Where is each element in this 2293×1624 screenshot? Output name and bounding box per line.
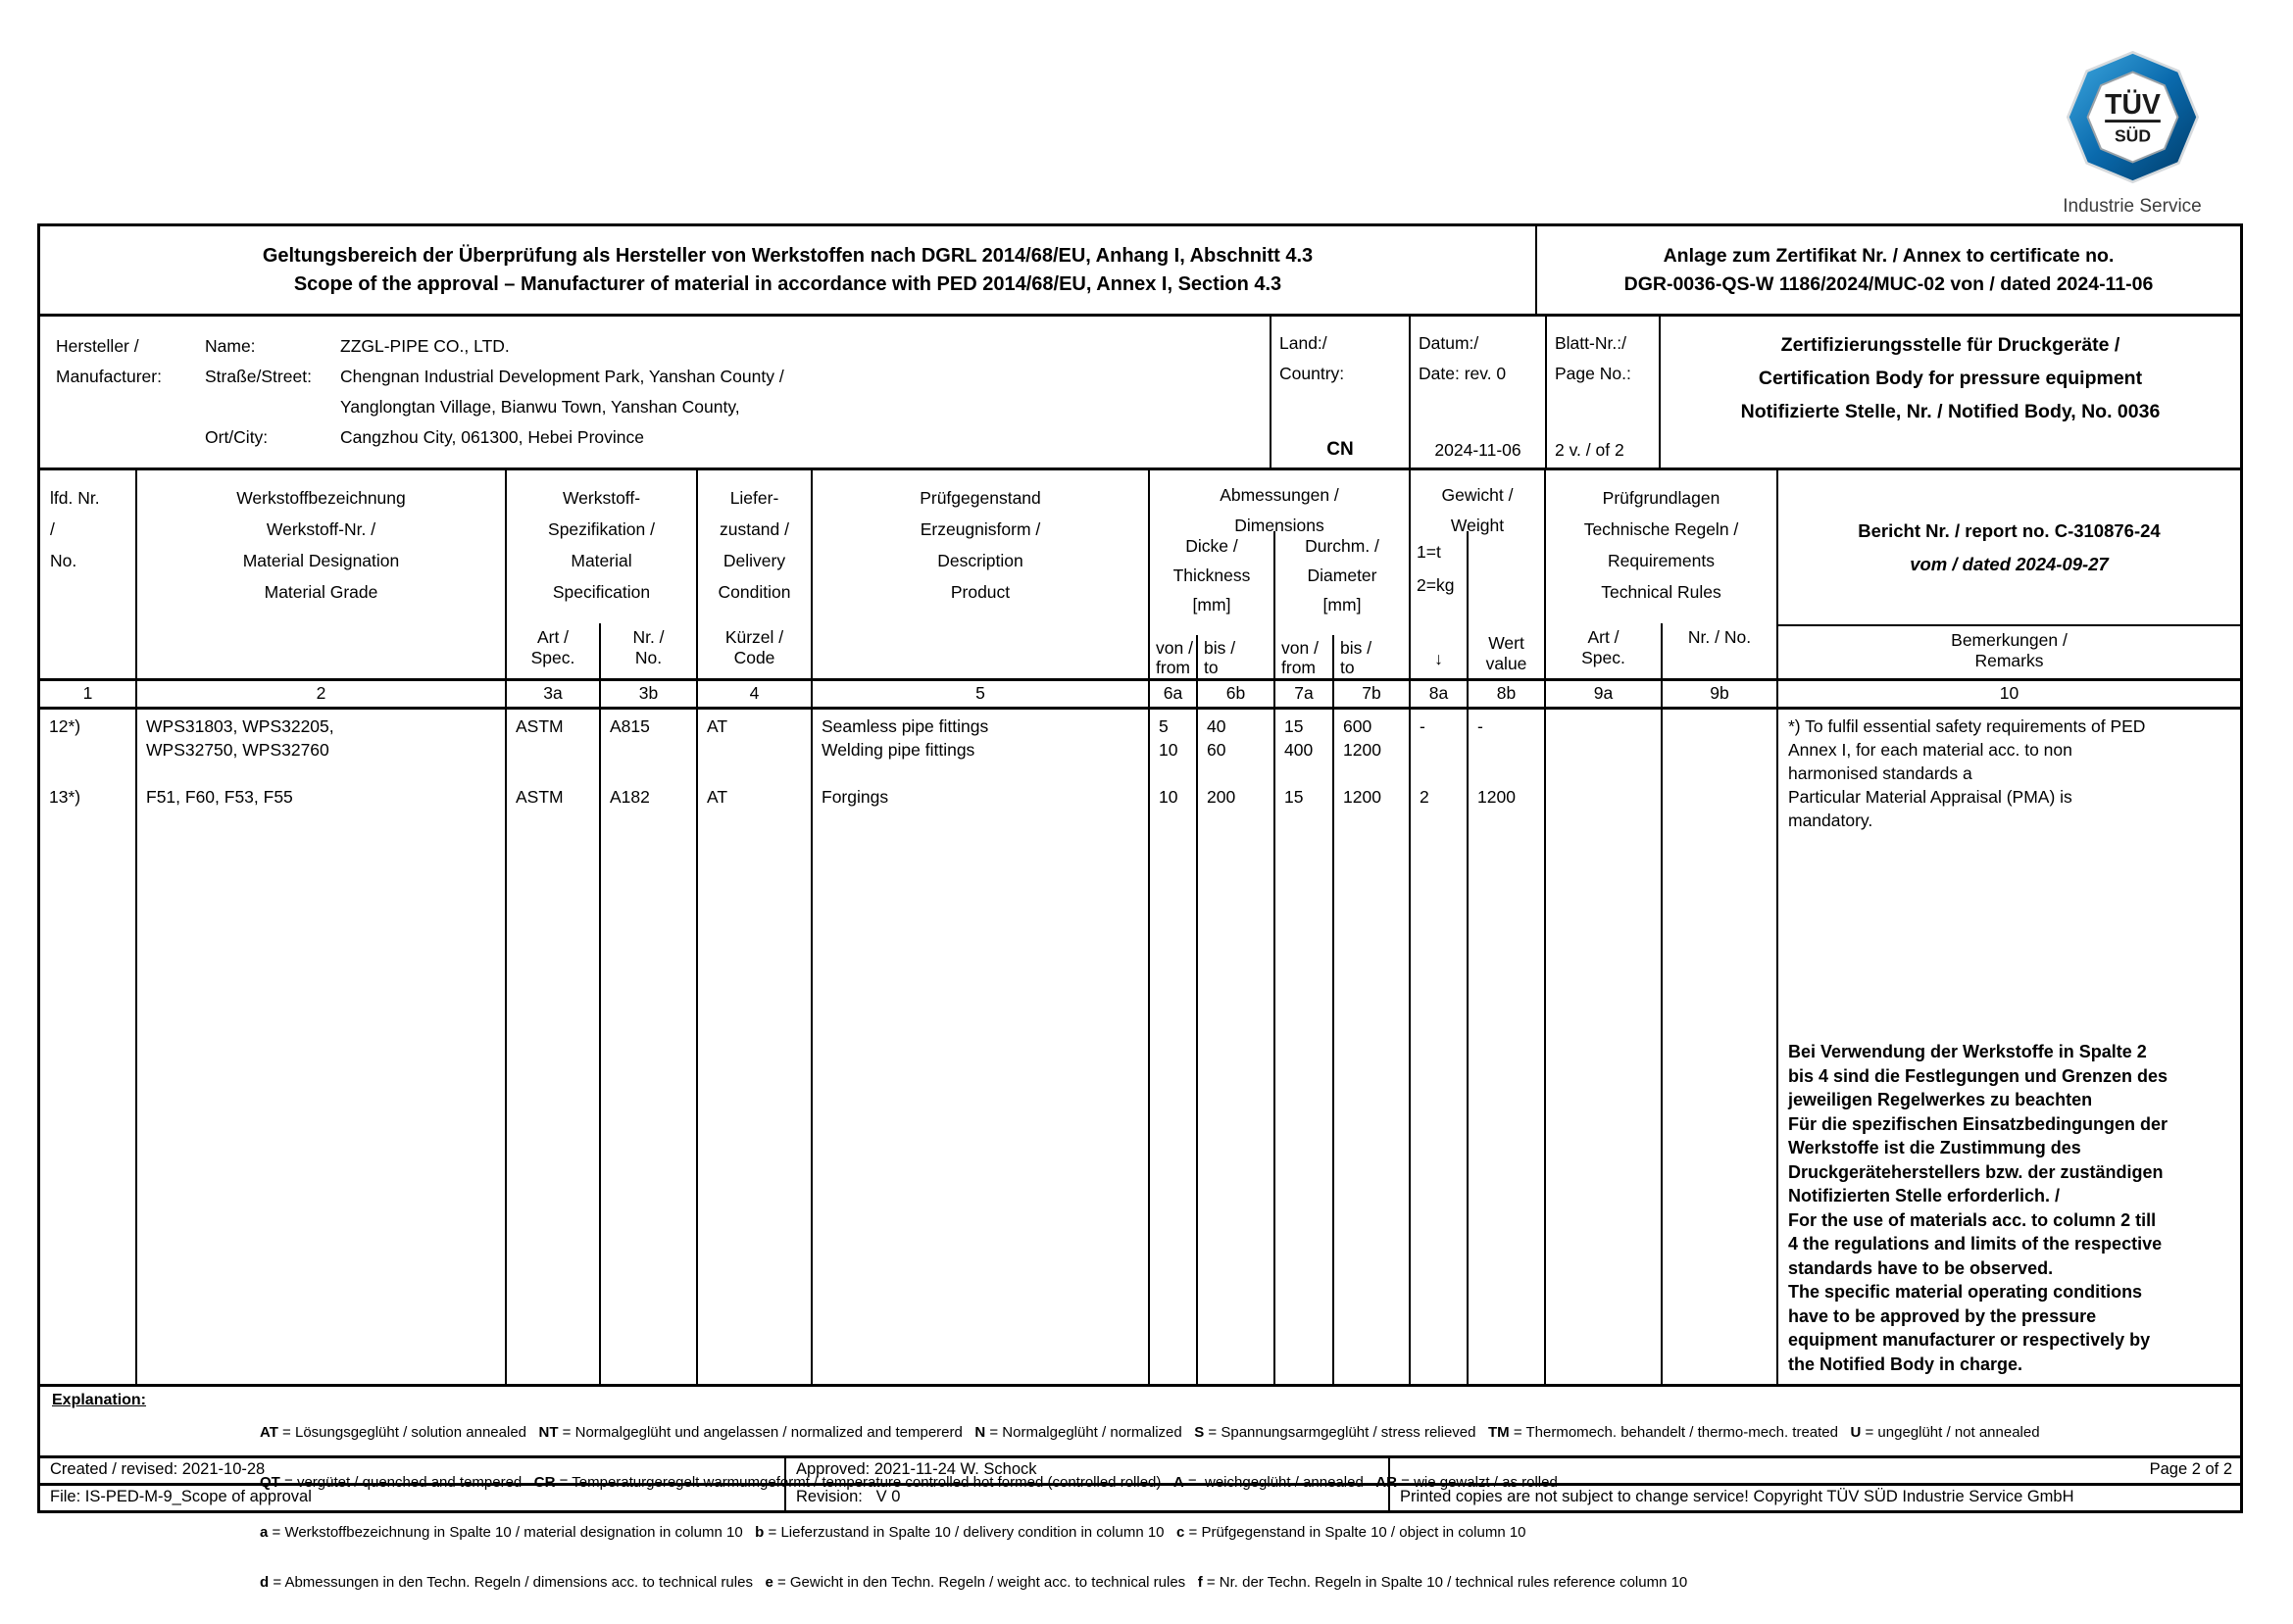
date-labels: Datum:/ Date: rev. 0 bbox=[1419, 333, 1507, 383]
thickness-from-subheader: von / from bbox=[1156, 638, 1193, 677]
title-header-row bbox=[40, 226, 2240, 314]
manufacturer-row bbox=[40, 314, 2240, 468]
approved: Approved: 2021-11-24 W. Schock bbox=[784, 1458, 1388, 1483]
tuv-sud-octagon-icon bbox=[2067, 51, 2199, 183]
scope-title-de: Geltungsbereich der Überprüfung als Hersteller von Werkstoffen nach DGRL 2014/68/EU, Anhang I, Abschnitt 4.3 bbox=[262, 244, 1314, 267]
data-col-diameter-to bbox=[1332, 710, 1409, 1384]
req-no-subheader: Nr. / No. bbox=[1661, 623, 1776, 678]
col-number-9a: 9a bbox=[1544, 678, 1661, 710]
manufacturer-info bbox=[40, 317, 1270, 468]
col-number-5: 5 bbox=[811, 678, 1148, 710]
weight-title: Gewicht / Weight bbox=[1441, 485, 1514, 535]
row13-product: Forgings bbox=[822, 787, 889, 807]
explanation-line-4: d = Abmessungen in den Techn. Regeln / dimensions acc. to technical rules e = Gewicht in den Techn. Regeln / weight acc. to technical rules f = Nr. der Techn. Regeln in Spalte 10 / technical rules reference column 10 bbox=[260, 1574, 1688, 1591]
logo-word-tuv: TÜV bbox=[2104, 89, 2161, 122]
row12-thickness-from: 5 10 bbox=[1159, 716, 1178, 760]
row12-weight-unit: - bbox=[1420, 716, 1425, 736]
manufacturer-label-de: Hersteller / bbox=[56, 336, 139, 356]
code-subheader: Kürzel / Code bbox=[724, 627, 784, 667]
remarks-subheader: Bemerkungen / Remarks bbox=[1951, 630, 2068, 670]
created-revised: Created / revised: 2021-10-28 bbox=[50, 1460, 266, 1478]
explanation-label: Explanation: bbox=[52, 1392, 147, 1408]
data-col-designation bbox=[135, 710, 505, 1384]
scope-table bbox=[40, 468, 2240, 1384]
dimensions-title: Abmessungen / Dimensions bbox=[1220, 485, 1339, 535]
col-number-2: 2 bbox=[135, 678, 505, 710]
footer-row-1 bbox=[40, 1455, 2240, 1483]
row12-spec-no: A815 bbox=[610, 716, 650, 736]
col-number-3b: 3b bbox=[599, 678, 696, 710]
annex-certificate-no bbox=[1537, 226, 2240, 314]
delivery-condition-title: Liefer- zustand / Delivery Condition bbox=[718, 488, 791, 602]
footer-row-2 bbox=[40, 1483, 2240, 1510]
explanation-line-3: a = Werkstoffbezeichnung in Spalte 10 / material designation in column 10 b = Lieferzustand in Spalte 10 / delivery condition in column 10 c = Prüfgegenstand in Spalte 10 / object in column 10 bbox=[260, 1524, 1526, 1541]
annex-number: DGR-0036-QS-W 1186/2024/MUC-02 von / dated 2024-11-06 bbox=[1623, 272, 2154, 295]
col-number-1: 1 bbox=[40, 678, 135, 710]
tuv-sud-logo bbox=[2054, 51, 2211, 218]
data-col-req-no bbox=[1661, 710, 1776, 1384]
col-number-8b: 8b bbox=[1467, 678, 1544, 710]
name-label: Name: bbox=[205, 336, 256, 356]
diameter-from-subheader: von / from bbox=[1273, 635, 1332, 678]
data-col-code bbox=[696, 710, 811, 1384]
weight-unit-subheader bbox=[1411, 531, 1467, 678]
report-date: vom / dated 2024-09-27 bbox=[1910, 553, 2109, 574]
row12-thickness-to: 40 60 bbox=[1207, 716, 1226, 760]
data-col-product bbox=[811, 710, 1148, 1384]
report-number: Bericht Nr. / report no. C-310876-24 bbox=[1858, 519, 2161, 541]
row13-designation: F51, F60, F53, F55 bbox=[146, 787, 293, 807]
requirements-title: Prüfgrundlagen Technische Regeln / Requirements Technical Rules bbox=[1583, 488, 1739, 602]
data-col-spec-no bbox=[599, 710, 696, 1384]
document-frame bbox=[37, 223, 2243, 1591]
annex-label: Anlage zum Zertifikat Nr. / Annex to certificate no. bbox=[1663, 244, 2115, 267]
material-spec-title: Werkstoff- Spezifikation / Material Specification bbox=[548, 488, 655, 602]
street-line1: Chengnan Industrial Development Park, Yanshan County / bbox=[340, 367, 784, 386]
row12-designation: WPS31803, WPS32205, WPS32750, WPS32760 bbox=[146, 716, 334, 760]
row12-code: AT bbox=[707, 716, 728, 736]
revision: Revision: V 0 bbox=[784, 1486, 1388, 1510]
data-col-no bbox=[40, 710, 135, 1384]
page-no-value: 2 v. / of 2 bbox=[1555, 440, 1624, 460]
down-arrow-icon: ↓ bbox=[1434, 649, 1443, 668]
row13-no: 13*) bbox=[49, 787, 81, 807]
data-col-thickness-to bbox=[1196, 710, 1273, 1384]
col-number-8a: 8a bbox=[1409, 678, 1467, 710]
city-label: Ort/City: bbox=[205, 427, 269, 447]
thickness-header: Dicke / Thickness [mm] bbox=[1172, 536, 1251, 615]
col-header-report-remarks bbox=[1776, 470, 2240, 678]
remarks-usage-conditions: Bei Verwendung der Werkstoffe in Spalte 2 bis 4 sind die Festlegungen und Grenzen des jeweiligen Regelwerkes zu beachten Für die spezifischen Einsatzbedingungen der Werkstoffe ist die Zustimmung des Druckgeräteherstellers bzw. der zuständigen Notifizierten Stelle erforderlich. / For the use of materials acc. to column 2 till 4 the regulations and limits of the respective standards have to be observed. The specific material operating conditions have to be approved by the pressure equipment manufacturer or respectively by the Notified Body in charge. bbox=[1788, 1042, 2168, 1374]
spec-no-subheader: Nr. / No. bbox=[599, 623, 696, 678]
data-col-weight-unit bbox=[1409, 710, 1467, 1384]
col-number-3a: 3a bbox=[505, 678, 599, 710]
certification-body: Zertifizierungsstelle für Druckgeräte / Certification Body for pressure equipment Notifizierte Stelle, Nr. / Notified Body, No. 0036 bbox=[1659, 317, 2240, 468]
col-number-7b: 7b bbox=[1332, 678, 1409, 710]
row13-thickness-to: 200 bbox=[1207, 787, 1236, 807]
data-col-spec-art bbox=[505, 710, 599, 1384]
col-header-delivery-condition bbox=[696, 470, 811, 678]
copyright-notice: Printed copies are not subject to change service! Copyright TÜV SÜD Industrie Service GmbH bbox=[1388, 1486, 2240, 1510]
row12-no: 12*) bbox=[49, 716, 81, 736]
col-number-6b: 6b bbox=[1196, 678, 1273, 710]
row13-code: AT bbox=[707, 787, 728, 807]
col-number-6a: 6a bbox=[1148, 678, 1196, 710]
row12-weight-value: - bbox=[1477, 716, 1483, 736]
row12-spec-art: ASTM bbox=[516, 716, 564, 736]
date-value: 2024-11-06 bbox=[1434, 440, 1521, 460]
explanation-line-1: AT = Lösungsgeglüht / solution annealed NT = Normalgeglüht und angelassen / normalized and tempererd N = Normalgeglüht / normalized S = Spannungsarmgeglüht / stress relieved TM = Thermomech. behandelt / thermo-mech. treated U = ungeglüht / not annealed bbox=[260, 1424, 2040, 1441]
data-col-weight-value bbox=[1467, 710, 1544, 1384]
row13-diameter-to: 1200 bbox=[1343, 787, 1381, 807]
remarks-pma-note: *) To fulfil essential safety requirements of PED Annex I, for each material acc. to non harmonised standards a Particular Material Appraisal (PMA) is mandatory. bbox=[1788, 716, 2146, 830]
col-header-material-designation: Werkstoffbezeichnung Werkstoff-Nr. / Material Designation Material Grade bbox=[135, 470, 505, 678]
data-col-thickness-from bbox=[1148, 710, 1196, 1384]
col-number-10: 10 bbox=[1776, 678, 2240, 710]
col-header-material-spec-group bbox=[505, 470, 696, 678]
diameter-to-subheader: bis / to bbox=[1332, 635, 1409, 678]
country-cell bbox=[1270, 317, 1409, 468]
row12-diameter-from: 15 400 bbox=[1284, 716, 1314, 760]
req-art-subheader: Art / Spec. bbox=[1581, 627, 1625, 667]
col-header-dimensions-group bbox=[1148, 470, 1409, 678]
manufacturer-label-en: Manufacturer: bbox=[56, 367, 162, 386]
scope-title bbox=[40, 226, 1537, 314]
row13-weight-value: 1200 bbox=[1477, 787, 1516, 807]
row12-diameter-to: 600 1200 bbox=[1343, 716, 1381, 760]
row13-spec-no: A182 bbox=[610, 787, 650, 807]
row13-thickness-from: 10 bbox=[1159, 787, 1178, 807]
data-col-diameter-from bbox=[1273, 710, 1332, 1384]
page-no-cell bbox=[1545, 317, 1659, 468]
row12-product: Seamless pipe fittings Welding pipe fittings bbox=[822, 716, 989, 760]
diameter-header: Durchm. / Diameter [mm] bbox=[1273, 531, 1409, 635]
weight-value-subheader: Wert value bbox=[1467, 531, 1544, 678]
country-value: CN bbox=[1326, 439, 1354, 460]
scope-title-en: Scope of the approval – Manufacturer of material in accordance with PED 2014/68/EU, Annex I, Section 4.3 bbox=[293, 272, 1282, 295]
spec-art-subheader: Art / Spec. bbox=[530, 627, 575, 667]
explanation-line-2: QT = vergütet / quenched and tempered CR = Temperaturgeregelt warmumgeformt / temperature controlled hot formed (controlled rolled) A = weichgeglüht / annealed AR = wie gewalzt / as rolled bbox=[260, 1474, 1558, 1491]
col-header-product: Prüfgegenstand Erzeugnisform / Description Product bbox=[811, 470, 1148, 678]
file-name: File: IS-PED-M-9_Scope of approval bbox=[50, 1488, 312, 1505]
country-labels: Land:/ Country: bbox=[1279, 333, 1345, 383]
col-header-no: lfd. Nr. / No. bbox=[50, 488, 100, 570]
weight-unit-legend: 1=t 2=kg bbox=[1417, 542, 1455, 595]
date-cell bbox=[1409, 317, 1545, 468]
row13-diameter-from: 15 bbox=[1284, 787, 1304, 807]
city-value: Cangzhou City, 061300, Hebei Province bbox=[340, 427, 645, 447]
col-number-7a: 7a bbox=[1273, 678, 1332, 710]
street-line2: Yanglongtan Village, Bianwu Town, Yanshan County, bbox=[340, 397, 740, 417]
page-indicator: Page 2 of 2 bbox=[1388, 1458, 2240, 1483]
manufacturer-name: ZZGL-PIPE CO., LTD. bbox=[340, 336, 510, 356]
col-number-4: 4 bbox=[696, 678, 811, 710]
row13-spec-art: ASTM bbox=[516, 787, 564, 807]
thickness-to-subheader: bis / to bbox=[1196, 635, 1273, 678]
logo-subtitle: Industrie Service bbox=[2063, 196, 2202, 217]
street-label: Straße/Street: bbox=[205, 367, 312, 386]
data-col-req-art bbox=[1544, 710, 1661, 1384]
page-no-labels: Blatt-Nr.:/ Page No.: bbox=[1555, 333, 1631, 383]
data-col-remarks bbox=[1776, 710, 2240, 1384]
logo-word-sud: SÜD bbox=[2114, 125, 2151, 146]
col-header-weight-group bbox=[1409, 470, 1544, 678]
row13-weight-unit: 2 bbox=[1420, 787, 1429, 807]
col-number-9b: 9b bbox=[1661, 678, 1776, 710]
col-header-requirements-group bbox=[1544, 470, 1776, 678]
